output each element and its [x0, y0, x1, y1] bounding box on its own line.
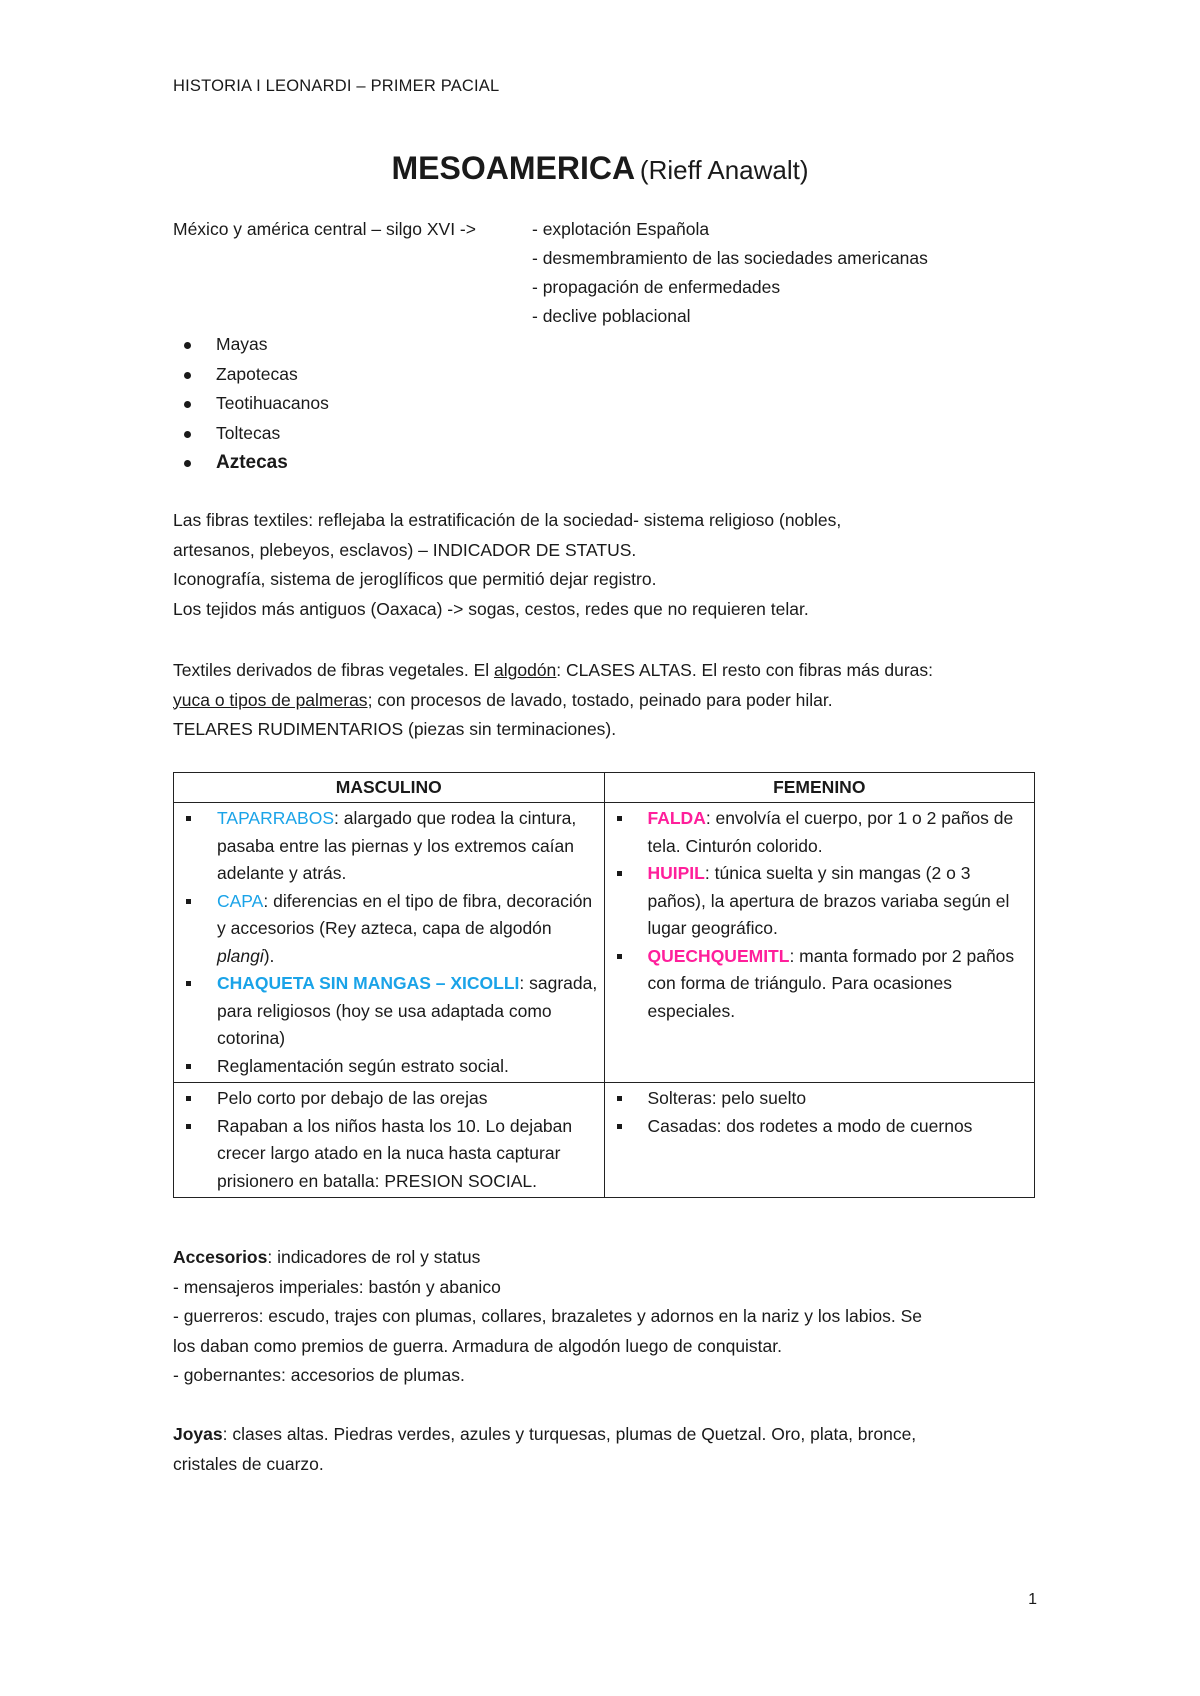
bullet-icon [186, 816, 191, 821]
list-item [173, 330, 329, 360]
bullet-icon [184, 372, 191, 379]
accesorios-paragraph [173, 1243, 1053, 1391]
table-row [174, 803, 1035, 1083]
bullet-icon [617, 816, 622, 821]
paragraph-line [173, 656, 1053, 686]
list-item [174, 888, 598, 971]
bullet-icon [184, 342, 191, 349]
garment-description: : envolvía el cuerpo, por 1 o 2 paños de tela. Cinturón colorido. [647, 808, 1014, 856]
text-run: ; con procesos de lavado, tostado, peinado para poder hilar. [367, 689, 833, 710]
hair-description: Pelo corto por debajo de las orejas [217, 1088, 488, 1108]
list-item [173, 448, 329, 478]
joyas-paragraph [173, 1420, 1053, 1479]
table-cell [604, 803, 1035, 1083]
cultures-list [173, 330, 329, 478]
list-item-label: Zapotecas [216, 363, 298, 384]
fibras-paragraph [173, 506, 1053, 624]
bullet-icon [186, 1096, 191, 1101]
garment-name: TAPARRABOS [217, 808, 335, 828]
garment-description: : sagrada, para religiosos (hoy se usa adaptada como cotorina) [217, 973, 598, 1048]
paragraph-line: Los tejidos más antiguos (Oaxaca) -> sogas, cestos, redes que no requieren telar. [173, 598, 809, 619]
text-run: : CLASES ALTAS. El resto con fibras más duras: [556, 660, 934, 680]
page-title [0, 150, 1200, 187]
list-item [173, 360, 329, 390]
garments-table [173, 772, 1035, 1198]
title-sub: (Rieff Anawalt) [639, 155, 809, 185]
garment-name: QUECHQUEMITL [647, 945, 790, 966]
section-label: Accesorios [173, 1247, 268, 1267]
paragraph-line [173, 686, 1053, 716]
garment-description: : diferencias en el tipo de fibra, decoración y accesorios (Rey azteca, capa de algodón [217, 890, 593, 938]
hair-description: Casadas: dos rodetes a modo de cuernos [647, 1115, 973, 1136]
intro-point: - desmembramiento de las sociedades americanas [532, 248, 928, 268]
page-number: 1 [1028, 1591, 1037, 1608]
list-item [605, 1113, 1029, 1141]
intro-lead: México y américa central – silgo XVI -> [173, 219, 476, 239]
intro-point: - propagación de enfermedades [532, 277, 781, 297]
list-item [174, 1085, 598, 1113]
list-item [174, 805, 598, 888]
bullet-icon [186, 1064, 191, 1069]
paragraph-line: Las fibras textiles: reflejaba la estratificación de la sociedad- sistema religioso (nobles, [173, 510, 842, 530]
paragraph-line: Iconografía, sistema de jeroglíficos que permitió dejar registro. [173, 569, 657, 589]
paragraph-line [173, 1243, 1053, 1273]
bullet-icon [184, 460, 191, 467]
list-item [605, 860, 1029, 943]
page-header: HISTORIA I LEONARDI – PRIMER PACIAL [173, 77, 500, 95]
table-header-row [174, 773, 1035, 803]
text-run: : clases altas. Piedras verdes, azules y turquesas, plumas de Quetzal. Oro, plata, bronce, [222, 1424, 917, 1444]
intro-points [532, 215, 928, 331]
list-item [174, 1053, 598, 1081]
paragraph-line: artesanos, plebeyos, esclavos) – INDICADOR DE STATUS. [173, 539, 637, 560]
paragraph-line [173, 1420, 1053, 1450]
column-header-masculino: MASCULINO [174, 773, 605, 803]
underlined-text: yuca o tipos de palmeras [173, 689, 368, 710]
list-item-label: Mayas [216, 334, 268, 354]
italic-text: plangi [217, 945, 264, 966]
paragraph-line: - gobernantes: accesorios de plumas. [173, 1365, 465, 1385]
table-row [174, 1083, 1035, 1198]
bullet-icon [617, 1096, 622, 1101]
list-item [174, 970, 598, 1053]
text-run: ). [263, 945, 275, 966]
paragraph-line: cristales de cuarzo. [173, 1453, 324, 1474]
bullet-icon [617, 1124, 622, 1129]
list-item [605, 1085, 1029, 1113]
bullet-icon [186, 899, 191, 904]
garment-name: CAPA [217, 890, 264, 911]
underlined-text: algodón [494, 660, 557, 680]
list-item-label: Aztecas [216, 452, 288, 473]
bullet-icon [184, 431, 191, 438]
paragraph-line: - mensajeros imperiales: bastón y abanico [173, 1276, 501, 1297]
title-main: MESOAMERICA [391, 150, 636, 186]
paragraph-line: TELARES RUDIMENTARIOS (piezas sin terminaciones). [173, 719, 617, 739]
list-item-label: Toltecas [216, 422, 281, 443]
garment-name: FALDA [647, 808, 706, 828]
table-cell [174, 1083, 605, 1198]
table-cell [604, 1083, 1035, 1198]
garment-description: : manta formado por 2 paños con forma de triángulo. Para ocasiones especiales. [647, 945, 1015, 1021]
hair-description: Solteras: pelo suelto [647, 1088, 807, 1108]
hair-description: Rapaban a los niños hasta los 10. Lo dejaban crecer largo atado en la nuca hasta capturar prisionero en batalla: PRESION SOCIAL. [217, 1115, 573, 1191]
section-label: Joyas [173, 1424, 223, 1444]
list-item-label: Teotihuacanos [216, 393, 329, 413]
text-run: : indicadores de rol y status [267, 1247, 481, 1267]
text-run: Textiles derivados de fibras vegetales. El [173, 660, 494, 680]
bullet-icon [617, 954, 622, 959]
intro-point: - declive poblacional [532, 306, 691, 326]
list-item [173, 389, 329, 419]
bullet-icon [186, 1124, 191, 1129]
intro-point: - explotación Española [532, 219, 710, 239]
table-cell [174, 803, 605, 1083]
list-item [605, 805, 1029, 860]
list-item [173, 419, 329, 449]
garment-description: : alargado que rodea la cintura, pasaba entre las piernas y los extremos caían adelante y atrás. [217, 808, 577, 883]
bullet-icon [184, 401, 191, 408]
paragraph-line: los daban como premios de guerra. Armadura de algodón luego de conquistar. [173, 1335, 783, 1356]
bullet-icon [186, 981, 191, 986]
garment-description: Reglamentación según estrato social. [217, 1055, 509, 1076]
list-item [174, 1113, 598, 1196]
textiles-paragraph [173, 656, 1053, 745]
garment-description: : túnica suelta y sin mangas (2 o 3 paños), la apertura de brazos variaba según el lugar geográfico. [647, 863, 1010, 938]
column-header-femenino: FEMENINO [604, 773, 1035, 803]
paragraph-line: - guerreros: escudo, trajes con plumas, collares, brazaletes y adornos en la nariz y los labios. Se [173, 1306, 922, 1326]
garment-name: CHAQUETA SIN MANGAS – XICOLLI [217, 973, 520, 993]
garment-name: HUIPIL [647, 863, 705, 883]
list-item [605, 943, 1029, 1026]
bullet-icon [617, 871, 622, 876]
